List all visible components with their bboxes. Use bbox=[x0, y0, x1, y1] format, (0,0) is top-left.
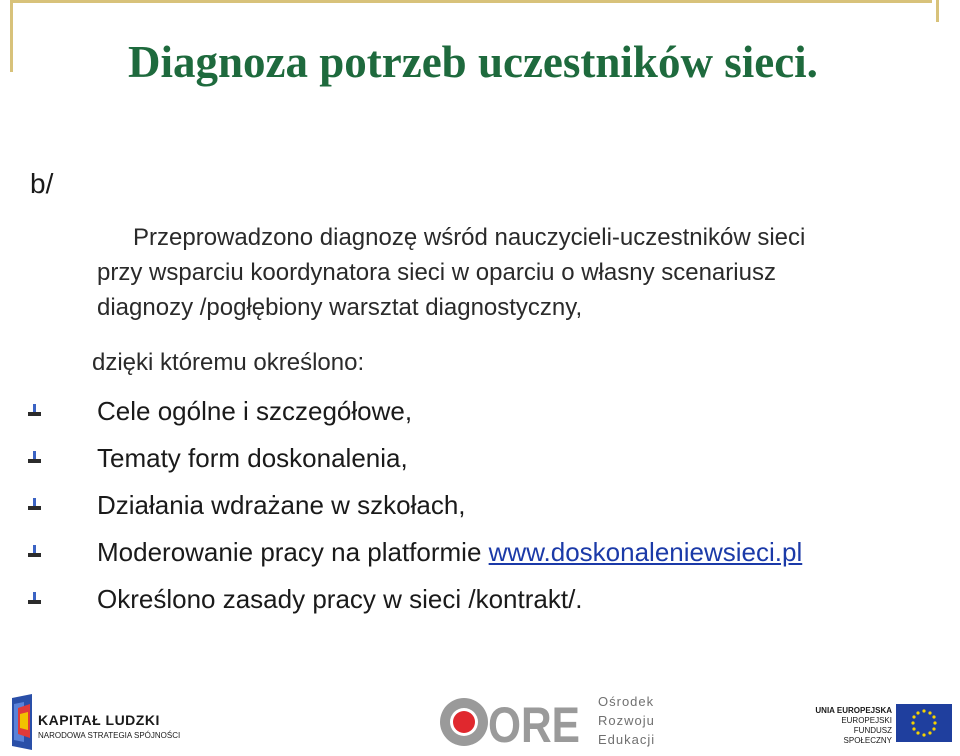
list-item bbox=[0, 388, 802, 435]
ore-line-2: Rozwoju bbox=[598, 713, 655, 728]
arrow-bullet-icon bbox=[28, 545, 42, 559]
top-border-line bbox=[10, 0, 932, 3]
bullet-text: Cele ogólne i szczegółowe, bbox=[97, 396, 413, 426]
intro-paragraph bbox=[97, 220, 947, 325]
arrow-bullet-icon bbox=[28, 592, 42, 606]
bullet-text: Określono zasady pracy w sieci /kontrakt/. bbox=[97, 584, 583, 614]
platform-link[interactable]: www.doskonaleniewsieci.pl bbox=[488, 537, 803, 567]
list-item bbox=[0, 529, 802, 576]
left-border-line bbox=[10, 0, 13, 72]
kapital-ludzki-title: KAPITAŁ LUDZKI bbox=[38, 712, 160, 728]
eu-line-2: EUROPEJSKI bbox=[841, 716, 892, 725]
bullet-list bbox=[0, 388, 802, 623]
section-label: b/ bbox=[30, 168, 54, 199]
paragraph-line-3: diagnozy /pogłębiony warsztat diagnostyczny, bbox=[97, 294, 583, 321]
ore-mark-text: ORE bbox=[488, 697, 580, 750]
eu-flag-icon bbox=[896, 704, 952, 742]
right-border-tick bbox=[936, 0, 939, 22]
list-item bbox=[0, 482, 802, 529]
footer-logos bbox=[0, 684, 960, 756]
ore-line-1: Ośrodek bbox=[598, 694, 655, 709]
bullet-text: Działania wdrażane w szkołach, bbox=[97, 490, 466, 520]
eu-line-3: FUNDUSZ SPOŁECZNY bbox=[843, 726, 892, 745]
list-item bbox=[0, 435, 802, 482]
bullet-text: Moderowanie pracy na platformie bbox=[97, 537, 489, 567]
eu-line-1: UNIA EUROPEJSKA bbox=[815, 706, 892, 715]
lead-line: dzięki któremu określono: bbox=[92, 349, 365, 376]
kapital-ludzki-subtitle: NARODOWA STRATEGIA SPÓJNOŚCI bbox=[38, 731, 181, 740]
arrow-bullet-icon bbox=[28, 404, 42, 418]
list-item bbox=[0, 576, 802, 623]
arrow-bullet-icon bbox=[28, 451, 42, 465]
slide-title: Diagnoza potrzeb uczestników sieci. bbox=[128, 37, 818, 87]
ore-line-3: Edukacji bbox=[598, 732, 656, 747]
bullet-text: Tematy form doskonalenia, bbox=[97, 443, 408, 473]
eu-label bbox=[808, 706, 892, 746]
paragraph-line-2: przy wsparciu koordynatora sieci w oparciu o własny scenariusz bbox=[97, 259, 776, 286]
ore-logo-icon bbox=[436, 694, 586, 750]
arrow-bullet-icon bbox=[28, 498, 42, 512]
ore-name bbox=[598, 692, 655, 749]
paragraph-line-1: Przeprowadzono diagnozę wśród nauczycieli-uczestników sieci bbox=[133, 224, 806, 251]
